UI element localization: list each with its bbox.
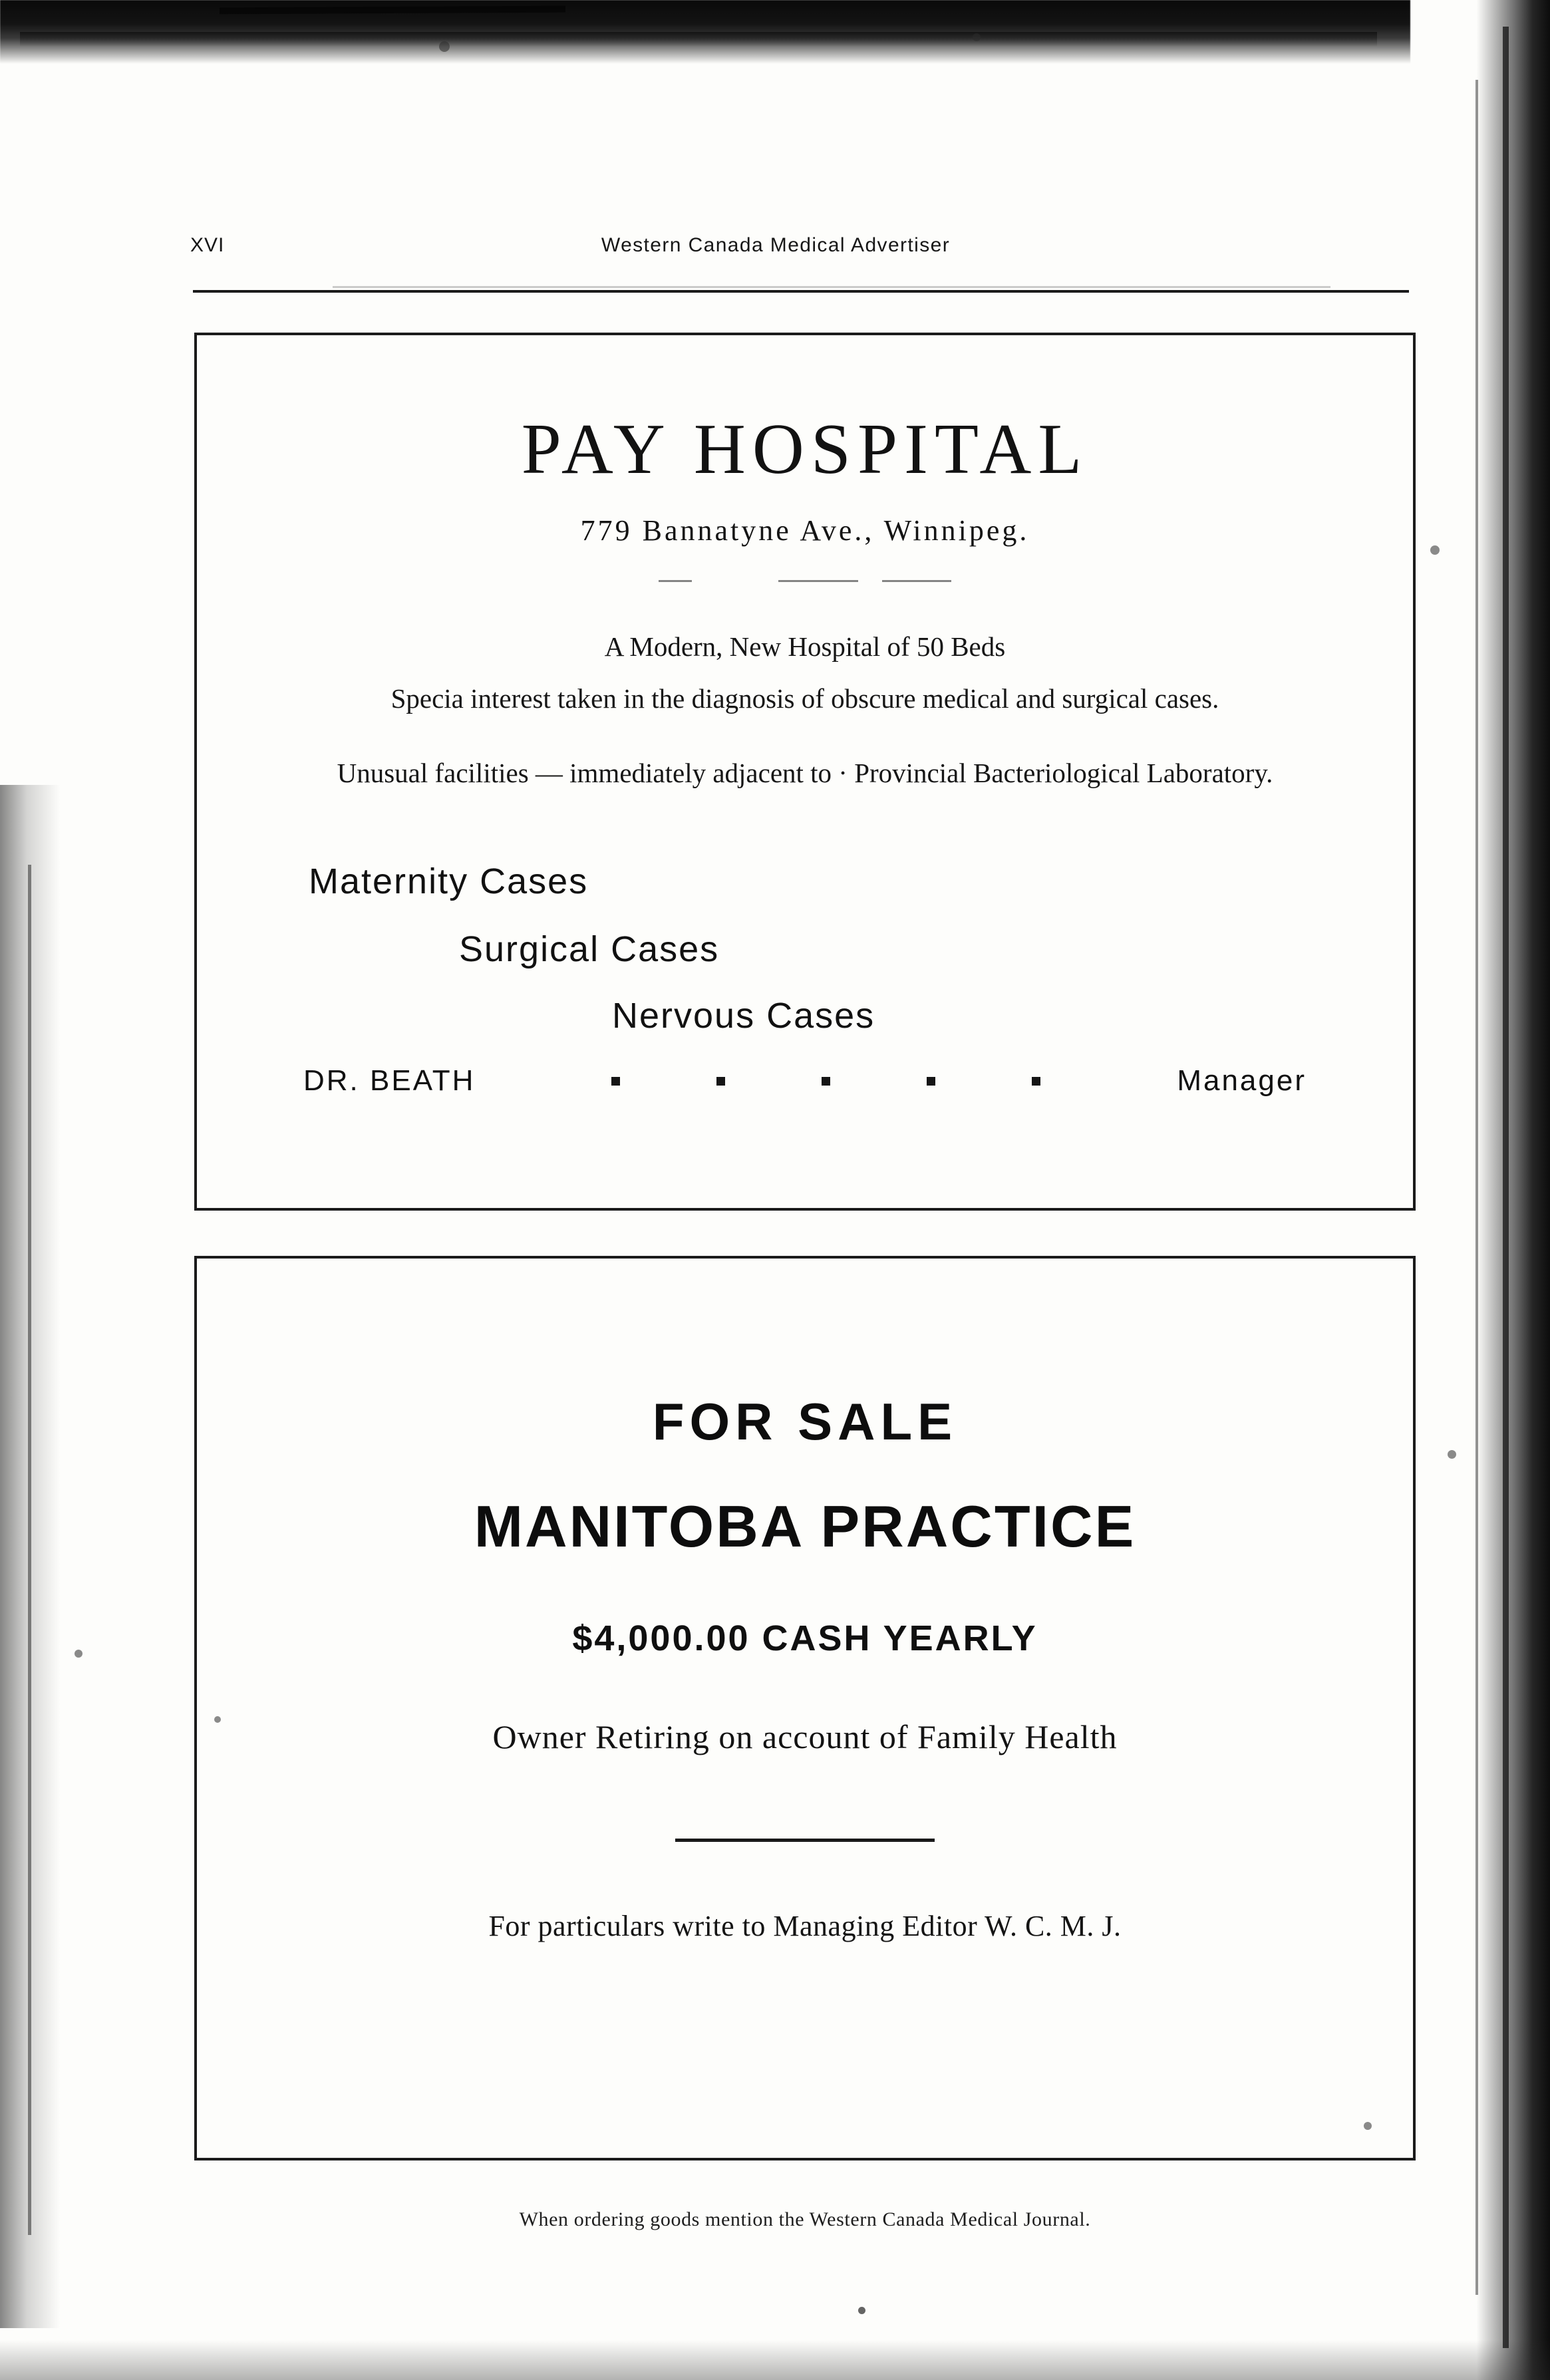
forsale-ad-divider: [675, 1839, 935, 1842]
scan-speck: [1430, 545, 1440, 555]
advertisement-manitoba-practice: [194, 1256, 1416, 2160]
leader-dots: [475, 1077, 1177, 1086]
running-head: [190, 234, 1361, 266]
hospital-ad-body-line-2: Specia interest taken in the diagnosis of obscure medical and surgical cases.: [390, 683, 1219, 714]
leader-dot: [611, 1077, 620, 1086]
leader-dot: [822, 1077, 830, 1086]
scan-speck: [75, 1650, 82, 1658]
hospital-ad-case-surgical: Surgical Cases: [459, 929, 720, 969]
hospital-ad-address: 779 Bannatyne Ave., Winnipeg.: [580, 514, 1030, 547]
scan-speck: [973, 33, 981, 41]
leader-dot: [1032, 1077, 1040, 1086]
hospital-ad-manager-role: Manager: [1177, 1064, 1307, 1097]
forsale-ad-title: FOR SALE: [652, 1392, 958, 1451]
hospital-ad-body-line-3: Unusual facilities — immediately adjacent to · Provincial Bacteriological Laboratory.: [337, 758, 1273, 788]
leader-dot: [716, 1077, 725, 1086]
hospital-ad-manager-name: DR. BEATH: [303, 1064, 476, 1097]
hospital-ad-body-line-1: A Modern, New Hospital of 50 Beds: [604, 631, 1006, 662]
page-right-edge-artifact: [1470, 0, 1550, 2380]
hospital-ad-case-maternity: Maternity Cases: [309, 861, 589, 901]
page-bottom-edge-artifact: [0, 2340, 1550, 2380]
forsale-ad-amount: $4,000.00 CASH YEARLY: [572, 1618, 1038, 1658]
scan-speck: [439, 41, 450, 52]
forsale-ad-subtitle: MANITOBA PRACTICE: [474, 1493, 1136, 1559]
page-right-edge-line-secondary: [1475, 80, 1478, 2295]
hospital-ad-case-nervous: Nervous Cases: [612, 996, 875, 1036]
advertisement-pay-hospital: [194, 333, 1416, 1211]
page-top-edge-artifact-secondary: [20, 32, 1377, 47]
page-right-edge-line: [1503, 27, 1509, 2348]
page-footer-note: When ordering goods mention the Western Canada Medical Journal.: [519, 2208, 1091, 2230]
hospital-ad-divider: [659, 580, 951, 582]
leader-dot: [927, 1077, 935, 1086]
folio-number: XVI: [190, 234, 225, 256]
running-head-title: Western Canada Medical Advertiser: [601, 234, 951, 256]
footer-ink-dot: [858, 2307, 865, 2314]
forsale-ad-reason: Owner Retiring on account of Family Health: [492, 1718, 1118, 1755]
hospital-ad-signature: [303, 1064, 1307, 1098]
page-left-gutter-line: [28, 865, 31, 2235]
scan-speck: [1448, 1450, 1456, 1459]
header-rule: [193, 290, 1409, 293]
hospital-ad-title: PAY HOSPITAL: [521, 410, 1089, 489]
forsale-ad-contact: For particulars write to Managing Editor W. C. M. J.: [488, 1910, 1122, 1942]
